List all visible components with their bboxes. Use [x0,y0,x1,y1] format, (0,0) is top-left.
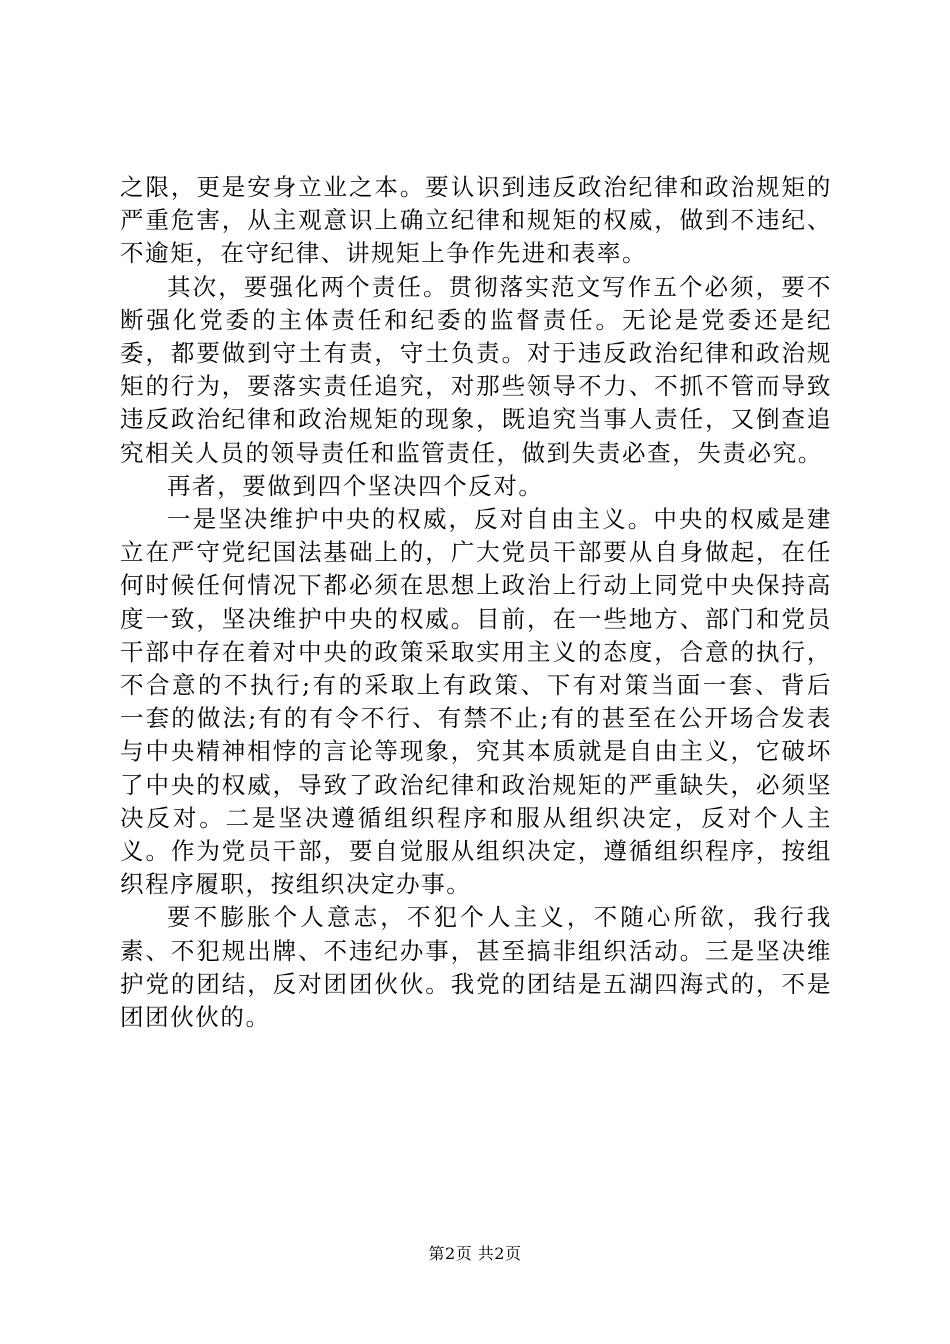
paragraph-2: 其次，要强化两个责任。贯彻落实范文写作五个必须，要不断强化党委的主体责任和纪委的监督责任。无论是党委还是纪委，都要做到守土有责，守土负责。对于违反政治纪律和政治规矩的行为，要落实责任追究，对那些领导不力、不抓不管而导致违反政治纪律和政治规矩的现象，既追究当事人责任，又倒查追究相关人员的领导责任和监管责任，做到失责必查，失责必究。 [120,272,832,467]
paragraph-1: 之限，更是安身立业之本。要认识到违反政治纪律和政治规矩的严重危害，从主观意识上确立纪律和规矩的权威，做到不违纪、不逾矩，在守纪律、讲规矩上争作先进和表率。 [120,173,832,268]
paragraph-5: 要不膨胀个人意志，不犯个人主义，不随心所欲，我行我素、不犯规出牌、不违纪办事，甚至搞非组织活动。三是坚决维护党的团结，反对团团伙伙。我党的团结是五湖四海式的，不是团团伙伙的。 [120,903,832,1032]
paragraph-3: 再者，要做到四个坚决四个反对。 [167,471,544,500]
page-footer: 第2页 共2页 [428,1244,522,1263]
document-body [120,171,832,1034]
paragraph-4: 一是坚决维护中央的权威，反对自由主义。中央的权威是建立在严守党纪国法基础上的，广大党员干部要从自身做起，在任何时候任何情况下都必须在思想上政治上行动上同党中央保持高度一致，坚决维护中央的权威。目前，在一些地方、部门和党员干部中存在着对中央的政策采取实用主义的态度，合意的执行，不合意的不执行;有的采取上有政策、下有对策当面一套、背后一套的做法;有的有令不行、有禁不止;有的甚至在公开场合发表与中央精神相悖的言论等现象，究其本质就是自由主义，它破坏了中央的权威，导致了政治纪律和政治规矩的严重缺失，必须坚决反对。二是坚决遵循组织程序和服从组织决定，反对个人主义。作为党员干部，要自觉服从组织决定，遵循组织程序，按组织程序履职，按组织决定办事。 [120,505,832,899]
